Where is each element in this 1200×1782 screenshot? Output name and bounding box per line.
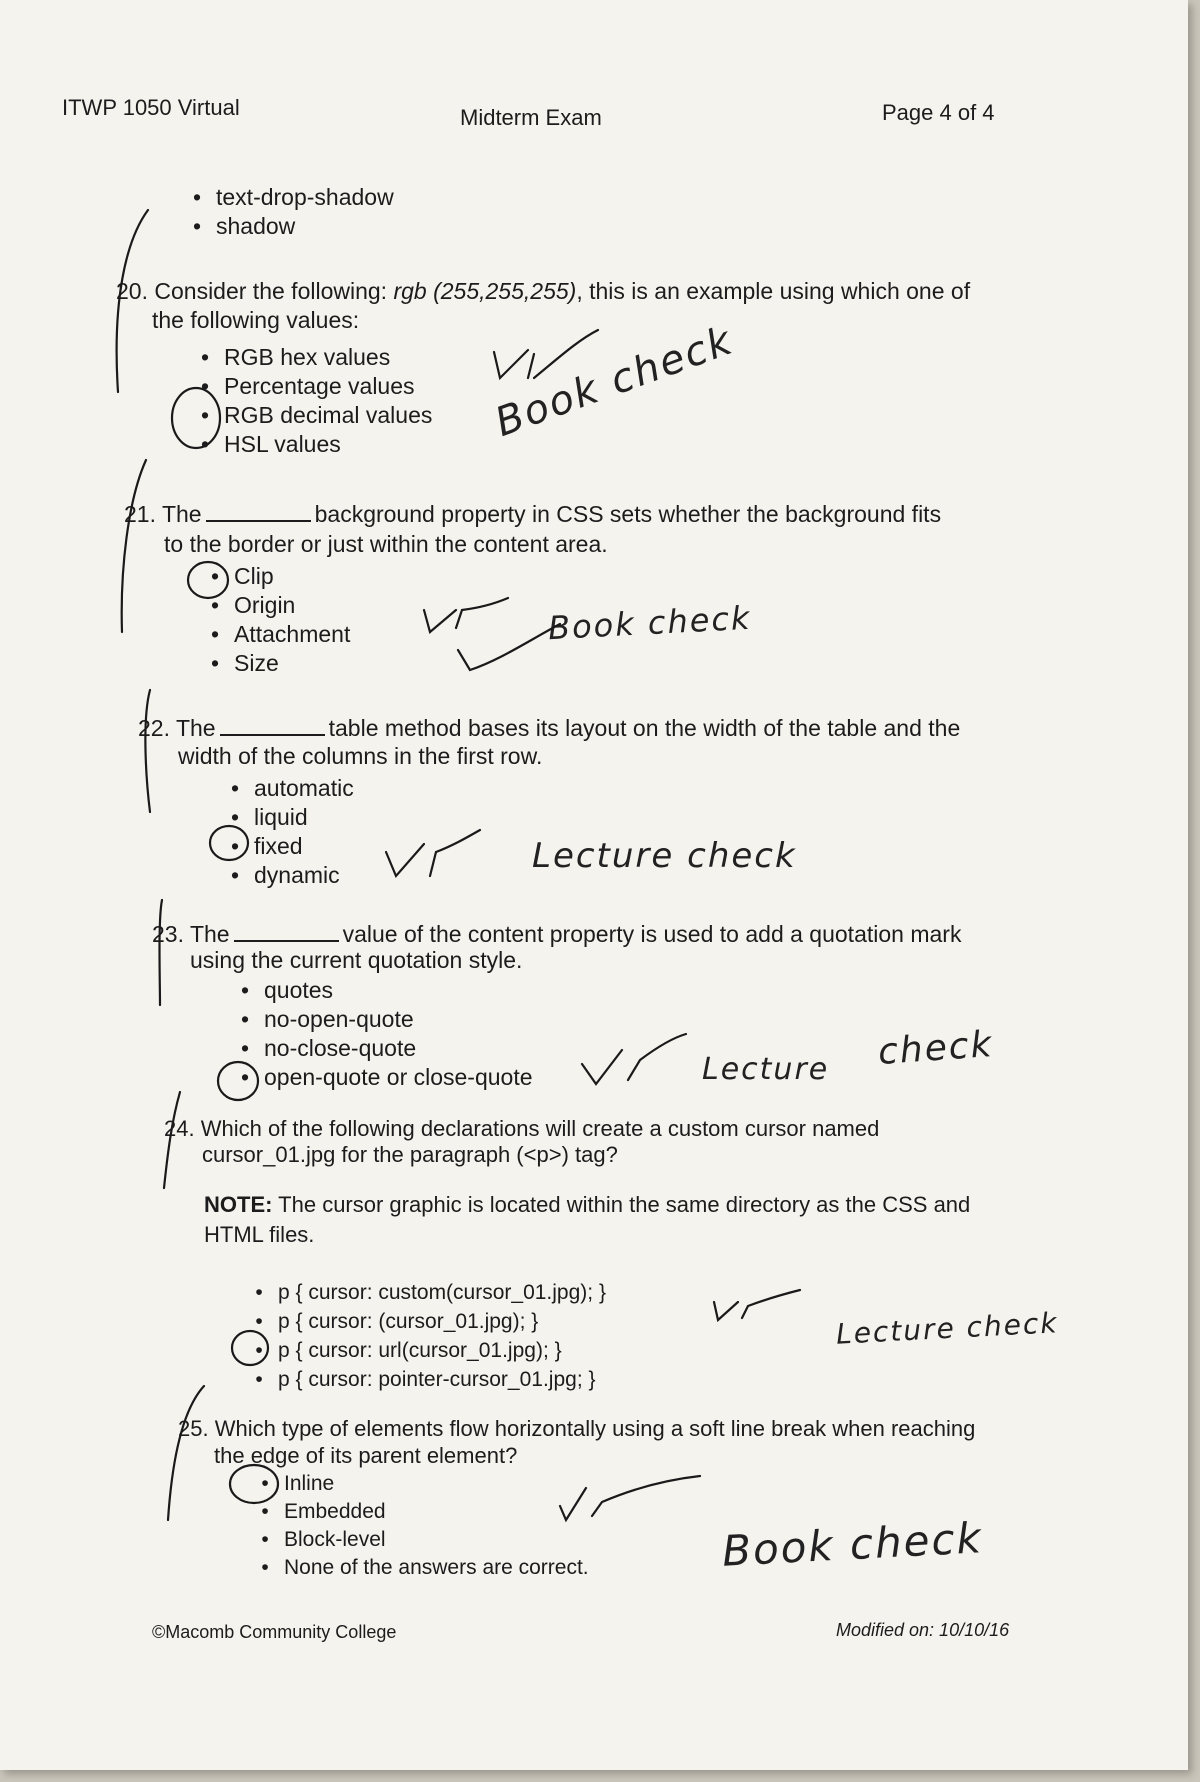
margin-bracket-mark — [145, 690, 150, 812]
question-text-line2: using the current quotation style. — [190, 947, 523, 973]
check-mark — [494, 330, 598, 378]
list-item: • Attachment — [210, 621, 351, 647]
margin-bracket-mark — [122, 460, 146, 632]
check-mark — [458, 624, 560, 670]
list-item: • quotes — [240, 977, 334, 1003]
question-text: 22. The table method bases its layout on the width of the table and the — [138, 715, 961, 741]
question-text: 25. Which type of elements flow horizontally using a soft line break when reaching — [178, 1416, 976, 1441]
answer-circle-mark — [218, 1062, 258, 1100]
check-mark — [424, 598, 508, 632]
list-item: • no-close-quote — [240, 1035, 417, 1061]
question-text: 21. The background property in CSS sets whether the background fits — [124, 501, 942, 527]
footer-modified: Modified on: 10/10/16 — [836, 1620, 1010, 1640]
handwritten-note-2: check — [876, 1024, 995, 1073]
list-item: • open-quote or close-quote — [240, 1064, 533, 1090]
handwritten-note: Lecture check — [835, 1306, 1060, 1351]
question-text: 23. The value of the content property is used to add a quotation mark — [152, 921, 962, 947]
list-item: • dynamic — [230, 862, 340, 888]
answer-circle-mark — [172, 388, 220, 448]
list-item: • Embedded — [261, 1500, 386, 1523]
question-text-line2: to the border or just within the content area. — [164, 531, 608, 557]
page-number: Page 4 of 4 — [882, 100, 995, 125]
list-item: • RGB hex values — [200, 344, 391, 370]
list-item: • RGB decimal values — [200, 402, 433, 428]
question-text-line2: width of the columns in the first row. — [178, 743, 543, 769]
margin-bracket-mark — [160, 900, 163, 1005]
margin-bracket-mark — [164, 1092, 180, 1188]
list-item: • p { cursor: pointer-cursor_01.jpg; } — [255, 1368, 596, 1391]
list-item: • Origin — [210, 592, 296, 618]
list-item: • p { cursor: custom(cursor_01.jpg); } — [255, 1281, 606, 1304]
list-item: • liquid — [230, 804, 308, 830]
list-item: • Block-level — [261, 1528, 386, 1551]
list-item: • None of the answers are correct. — [261, 1556, 589, 1579]
question-text-line2: the following values: — [152, 307, 360, 333]
margin-bracket-mark — [168, 1386, 204, 1520]
handwritten-note: Book check — [547, 598, 753, 648]
list-item: • automatic — [230, 775, 354, 801]
check-mark — [582, 1034, 686, 1084]
list-item: • shadow — [192, 213, 296, 239]
list-item: • Clip — [210, 563, 274, 589]
handwritten-note: Book check — [489, 317, 740, 446]
list-item: • fixed — [230, 833, 303, 859]
exam-title: Midterm Exam — [460, 105, 602, 130]
check-mark — [560, 1476, 700, 1520]
handwritten-note: Lecture check — [532, 836, 797, 876]
question-note-line2: HTML files. — [204, 1222, 315, 1247]
course-name: ITWP 1050 Virtual — [62, 95, 240, 120]
answer-circle-mark — [230, 1465, 278, 1503]
handwritten-note-1: Lecture — [702, 1052, 830, 1087]
list-item: • text-drop-shadow — [192, 184, 394, 210]
list-item: • p { cursor: (cursor_01.jpg); } — [255, 1310, 539, 1333]
list-item: • Percentage values — [200, 373, 415, 399]
check-mark — [714, 1290, 800, 1320]
question-note: NOTE: The cursor graphic is located within the same directory as the CSS and — [204, 1192, 971, 1217]
list-item: • p { cursor: url(cursor_01.jpg); } — [255, 1339, 562, 1362]
list-item: • Size — [210, 650, 279, 676]
margin-bracket-mark — [117, 210, 148, 392]
answer-circle-mark — [210, 826, 248, 860]
question-text: 20. Consider the following: rgb (255,255,255), this is an example using which one of — [116, 278, 971, 304]
handwritten-note: Book check — [720, 1513, 984, 1576]
question-text: 24. Which of the following declarations will create a custom cursor named — [164, 1116, 880, 1141]
check-mark — [386, 830, 480, 876]
answer-circle-mark — [232, 1331, 268, 1365]
footer-copyright: ©Macomb Community College — [152, 1622, 397, 1642]
answer-circle-mark — [188, 562, 228, 598]
list-item: • no-open-quote — [240, 1006, 414, 1032]
list-item: • Inline — [261, 1472, 335, 1495]
question-text-line2: the edge of its parent element? — [214, 1443, 518, 1468]
list-item: • HSL values — [200, 431, 341, 457]
question-text-line2: cursor_01.jpg for the paragraph (<p>) tag? — [202, 1142, 618, 1167]
